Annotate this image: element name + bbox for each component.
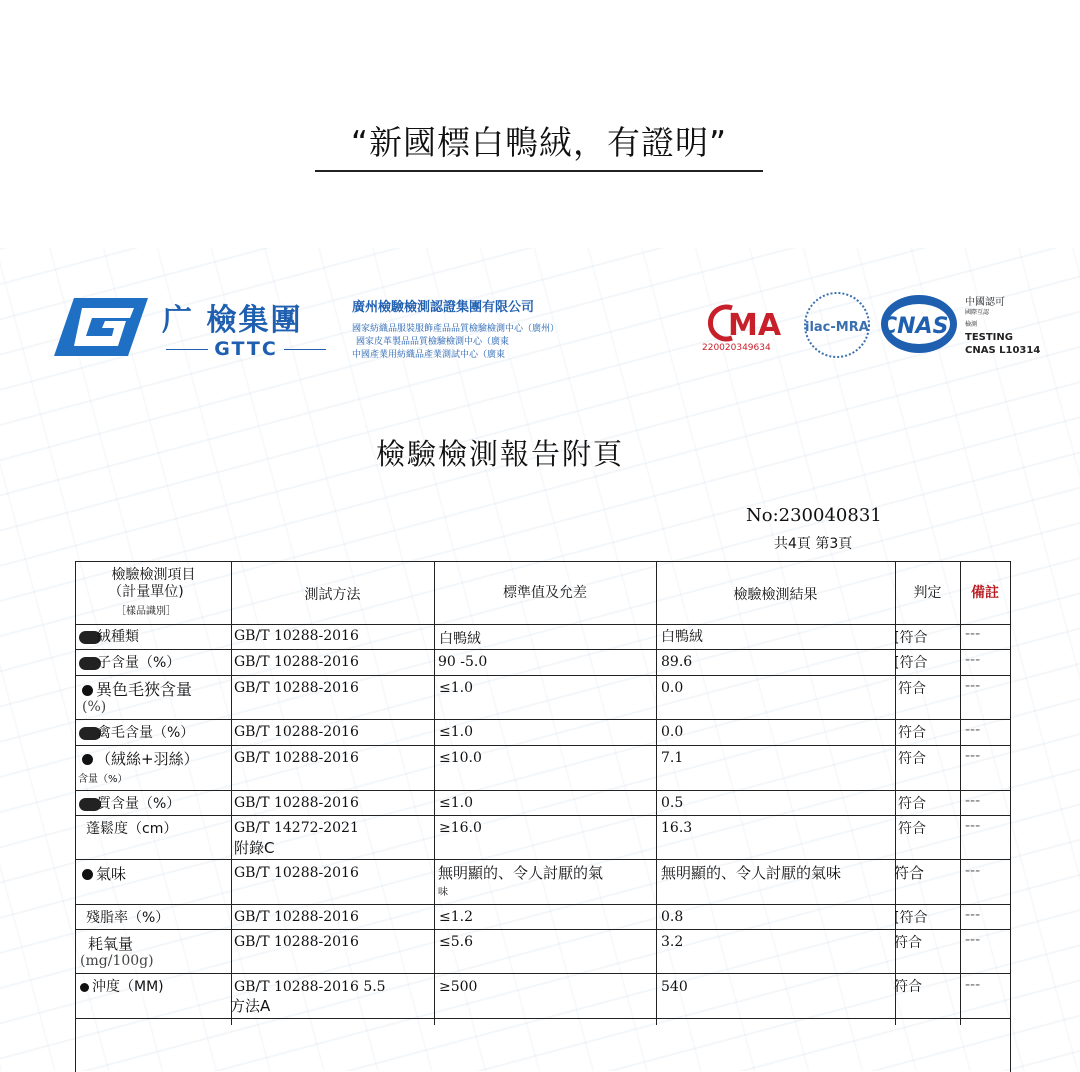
cnas-icon (878, 293, 960, 355)
brand-sub: GTTC (158, 338, 334, 360)
row6-result: 0.5 (661, 795, 684, 811)
table-row-divider (76, 649, 1010, 650)
row8-standard: 無明顯的、令人討厭的氣 (438, 864, 604, 882)
row7-method: GB/T 14272-2021 (234, 820, 359, 836)
row11-judgement: 符合 (894, 979, 922, 995)
bullet-icon (80, 983, 89, 992)
cert-line-1: 中國認可 (965, 297, 1005, 308)
row2-item: 子含量（%） (79, 652, 180, 672)
report-title: 檢驗檢測報告附頁 (376, 437, 625, 471)
header-item: 檢驗檢測項目 (111, 567, 196, 583)
row8-remark: --- (965, 863, 981, 879)
gttc-logo-icon (52, 296, 148, 358)
row6-judgement: 符合 (898, 796, 926, 812)
company-line-2: 國家皮革製品品質檢驗檢測中心（廣東 (356, 337, 510, 347)
row11-standard: ≥500 (439, 979, 478, 995)
results-table (75, 561, 1011, 1072)
row5-standard: ≤10.0 (439, 750, 482, 766)
row4-remark: --- (965, 722, 981, 738)
row11-method: GB/T 10288-2016 5.5 (234, 979, 386, 995)
cma-mark-icon (702, 304, 784, 342)
bullet-icon (82, 869, 93, 880)
row1-item: 絨種類 (79, 626, 139, 646)
row2-judgement: [符合 (894, 655, 928, 671)
row1-remark: --- (965, 626, 981, 642)
row6-method: GB/T 10288-2016 (234, 795, 359, 811)
cma-number: 220020349634 (702, 343, 771, 353)
table-col-divider (656, 562, 657, 1025)
row8-standard-cont: 味 (438, 887, 448, 898)
table-row-divider (76, 929, 1010, 930)
row1-standard: 白鴨絨 (439, 631, 481, 647)
row3-remark: --- (965, 678, 981, 694)
row1-result: 白鴨絨 (661, 629, 703, 645)
table-row-divider (76, 790, 1010, 791)
row7-remark: --- (965, 818, 981, 834)
table-row-divider (76, 1018, 1010, 1019)
row11-method-note: 方法A (230, 997, 271, 1015)
row10-standard: ≤5.6 (439, 934, 473, 950)
row9-remark: --- (965, 907, 981, 923)
row10-judgement: 符合 (894, 935, 922, 951)
report-number: No:230040831 (746, 505, 882, 526)
row2-remark: --- (965, 652, 981, 668)
svg-text:ilac-MRA: ilac-MRA (805, 320, 869, 335)
row2-standard: 90 -5.0 (438, 654, 488, 670)
row2-result: 89.6 (661, 654, 693, 670)
row4-standard: ≤1.0 (439, 724, 473, 740)
row8-judgement: 符合 (894, 864, 925, 882)
table-col-divider (434, 562, 435, 1025)
table-row-divider (76, 904, 1010, 905)
row3-method: GB/T 10288-2016 (234, 680, 359, 696)
company-line-1: 國家紡織品服裝服飾產品品質檢驗檢測中心（廣州） (352, 324, 560, 334)
row6-remark: --- (965, 793, 981, 809)
row9-method: GB/T 10288-2016 (234, 909, 359, 925)
row11-remark: --- (965, 977, 981, 993)
table-row-divider (76, 973, 1010, 974)
cert-line-2: 國際互認 (965, 309, 990, 316)
brand-name: 广 檢集團 (162, 303, 303, 338)
row9-result: 0.8 (661, 909, 684, 925)
headline: “新國標白鴨絨，有證明” (315, 116, 763, 172)
row8-method: GB/T 10288-2016 (234, 865, 359, 881)
company-name: 廣州檢驗檢測認證集團有限公司 (352, 300, 535, 315)
header-item-unit: （計量單位) (108, 584, 184, 600)
row7-judgement: 符合 (898, 821, 926, 837)
row3-judgement: 符合 (898, 681, 926, 697)
row4-method: GB/T 10288-2016 (234, 724, 359, 740)
table-row-divider (76, 675, 1010, 676)
row8-item: 氣味 (82, 863, 126, 884)
row2-method: GB/T 10288-2016 (234, 654, 359, 670)
row9-judgement: [符合 (894, 910, 928, 926)
cert-line-5: CNAS L10314 (965, 345, 1041, 356)
row10-method: GB/T 10288-2016 (234, 934, 359, 950)
cert-line-3: 檢測 (965, 321, 978, 328)
header-result: 檢驗檢測結果 (733, 587, 818, 603)
row7-standard: ≥16.0 (439, 820, 482, 836)
row8-result: 無明顯的、令人討厭的氣味 (661, 864, 842, 882)
svg-text:CNAS: CNAS (881, 314, 949, 339)
bullet-icon (82, 754, 93, 765)
row3-item-unit: (%) (82, 699, 107, 715)
table-row-divider (76, 719, 1010, 720)
bullet-icon (82, 685, 93, 696)
row10-item: 耗氧量 (88, 935, 134, 953)
row3-item: 異色毛狹含量 (82, 677, 192, 700)
table-row-divider (76, 745, 1010, 746)
row3-result: 0.0 (661, 680, 684, 696)
header-method: 測試方法 (304, 587, 361, 603)
row5-result: 7.1 (661, 750, 684, 766)
table-col-divider (231, 562, 232, 1025)
row4-result: 0.0 (661, 724, 684, 740)
row5-method: GB/T 10288-2016 (234, 750, 359, 766)
row11-result: 540 (661, 979, 688, 995)
row5-item: （絨絲+羽絲） (82, 748, 199, 769)
row9-item: 殘脂率（%） (86, 910, 170, 926)
row10-result: 3.2 (661, 934, 684, 950)
header-remark: 備註 (971, 585, 999, 601)
row10-remark: --- (965, 932, 981, 948)
company-line-3: 中國產業用紡織品產業測試中心（廣東 (352, 350, 506, 360)
row7-item: 蓬鬆度（cm） (86, 821, 178, 837)
svg-text:MA: MA (728, 308, 782, 342)
report-pages: 共4頁 第3頁 (774, 536, 853, 552)
row6-standard: ≤1.0 (439, 795, 473, 811)
row4-item: 禽毛含量（%） (79, 722, 194, 742)
row1-judgement: [符合 (894, 630, 928, 646)
cert-line-4: TESTING (965, 332, 1013, 343)
row1-method: GB/T 10288-2016 (234, 628, 359, 644)
table-row-divider (76, 815, 1010, 816)
row7-result: 16.3 (661, 820, 693, 836)
table-row-divider (76, 624, 1010, 625)
row4-judgement: 符合 (898, 725, 926, 741)
row10-item-unit: (mg/100g) (80, 953, 154, 969)
row3-standard: ≤1.0 (439, 680, 473, 696)
row5-item-unit: 含量（%） (78, 774, 128, 785)
header-item-sample: ［樣品識別］ (116, 606, 176, 617)
ilac-mra-icon (800, 290, 874, 360)
row7-method-note: 附錄C (234, 839, 275, 857)
header-standard: 標準值及允差 (503, 585, 587, 601)
header-judgement: 判定 (913, 585, 942, 601)
row5-judgement: 符合 (898, 751, 926, 767)
row9-standard: ≤1.2 (439, 909, 473, 925)
row5-remark: --- (965, 748, 981, 764)
table-col-divider (960, 562, 961, 1025)
row11-item: 沖度（MM) (80, 976, 164, 996)
table-row-divider (76, 859, 1010, 860)
row6-item: 質含量（%） (79, 793, 180, 813)
